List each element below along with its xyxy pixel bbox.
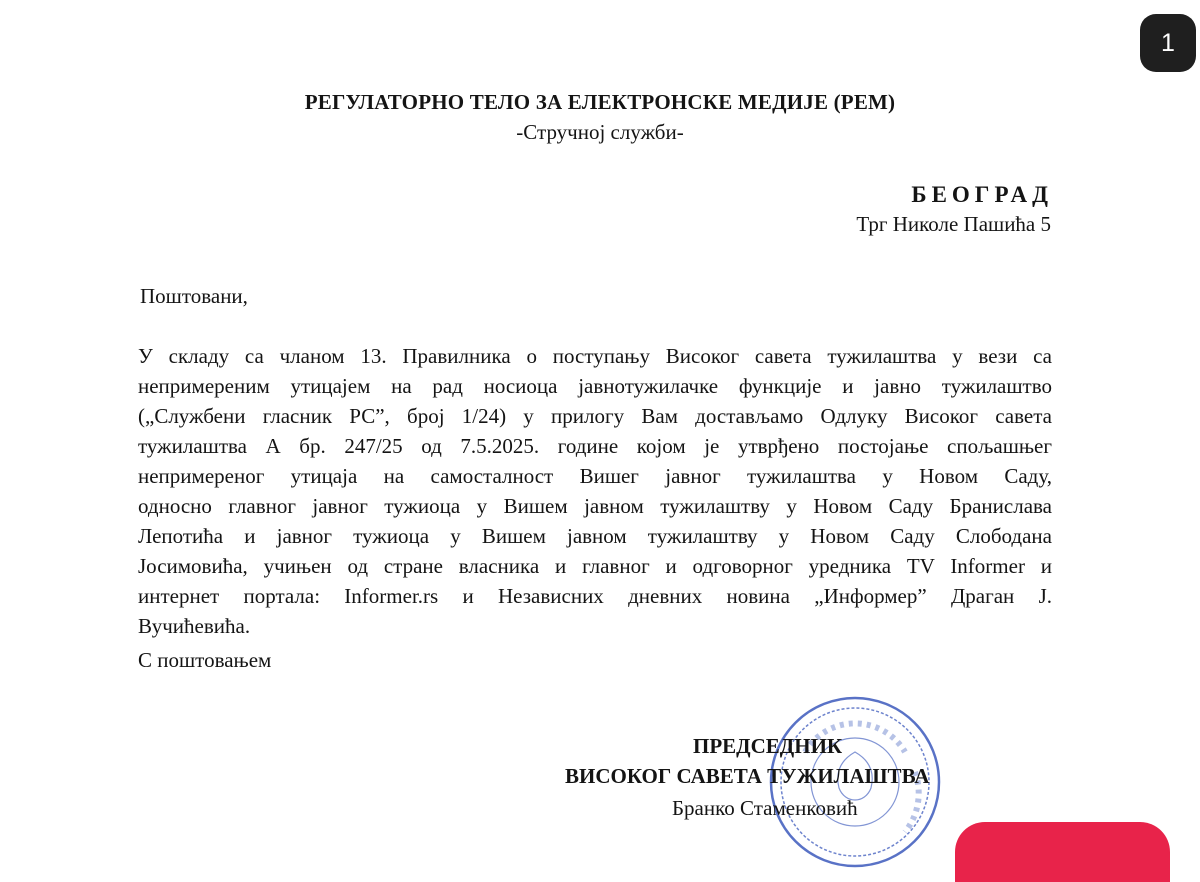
body-line: интернет портала: Informer.rs и Независних дневних новина „Информер” Драган Ј. — [138, 584, 1052, 608]
closing: С поштовањем — [138, 648, 272, 672]
signatory-name: Бранко Стаменковић — [672, 796, 858, 820]
body-line: У складу са чланом 13. Правилника о поступању Високог савета тужилаштва у вези са — [138, 344, 1052, 368]
page-indicator-badge[interactable]: 1 — [1140, 14, 1196, 72]
recipient-city: БЕОГРАД — [911, 182, 1053, 207]
body-line: („Службени гласник РС”, број 1/24) у прилогу Вам достављамо Одлуку Високог савета — [138, 404, 1052, 428]
body-line: односно главног јавног тужиоца у Вишем јавном тужилаштву у Новом Саду Бранислава — [138, 494, 1052, 518]
recipient-department: -Стручној служби- — [516, 120, 684, 144]
body-line: Јосимовића, учињен од стране власника и главног и одговорног уредника TV Informer и — [138, 554, 1052, 578]
signatory-title: ПРЕДСЕДНИК — [693, 734, 843, 758]
letter-body — [138, 341, 1052, 641]
recipient-organization: РЕГУЛАТОРНО ТЕЛО ЗА ЕЛЕКТРОНСКЕ МЕДИЈЕ (РЕМ) — [304, 90, 896, 114]
body-line: непримереног утицаја на самосталност Вишег јавног тужилаштва у Новом Саду, — [138, 464, 1052, 488]
body-line: непримереним утицајем на рад носиоца јавнотужилачке функције и јавно тужилаштво — [138, 374, 1052, 398]
recipient-address: Трг Николе Пашића 5 — [856, 212, 1051, 236]
signatory-institution: ВИСОКОГ САВЕТА ТУЖИЛАШТВА — [565, 764, 930, 788]
body-line: Вучићевића. — [138, 614, 251, 638]
body-line: Лепотића и јавног тужиоца у Вишем јавном тужилаштву у Новом Саду Слободана — [138, 524, 1052, 548]
overlay-action-button[interactable] — [955, 822, 1170, 882]
body-line: тужилаштва А бр. 247/25 од 7.5.2025. године којом је утврђено постојање спољашњег — [138, 434, 1052, 458]
greeting: Поштовани, — [140, 284, 248, 308]
